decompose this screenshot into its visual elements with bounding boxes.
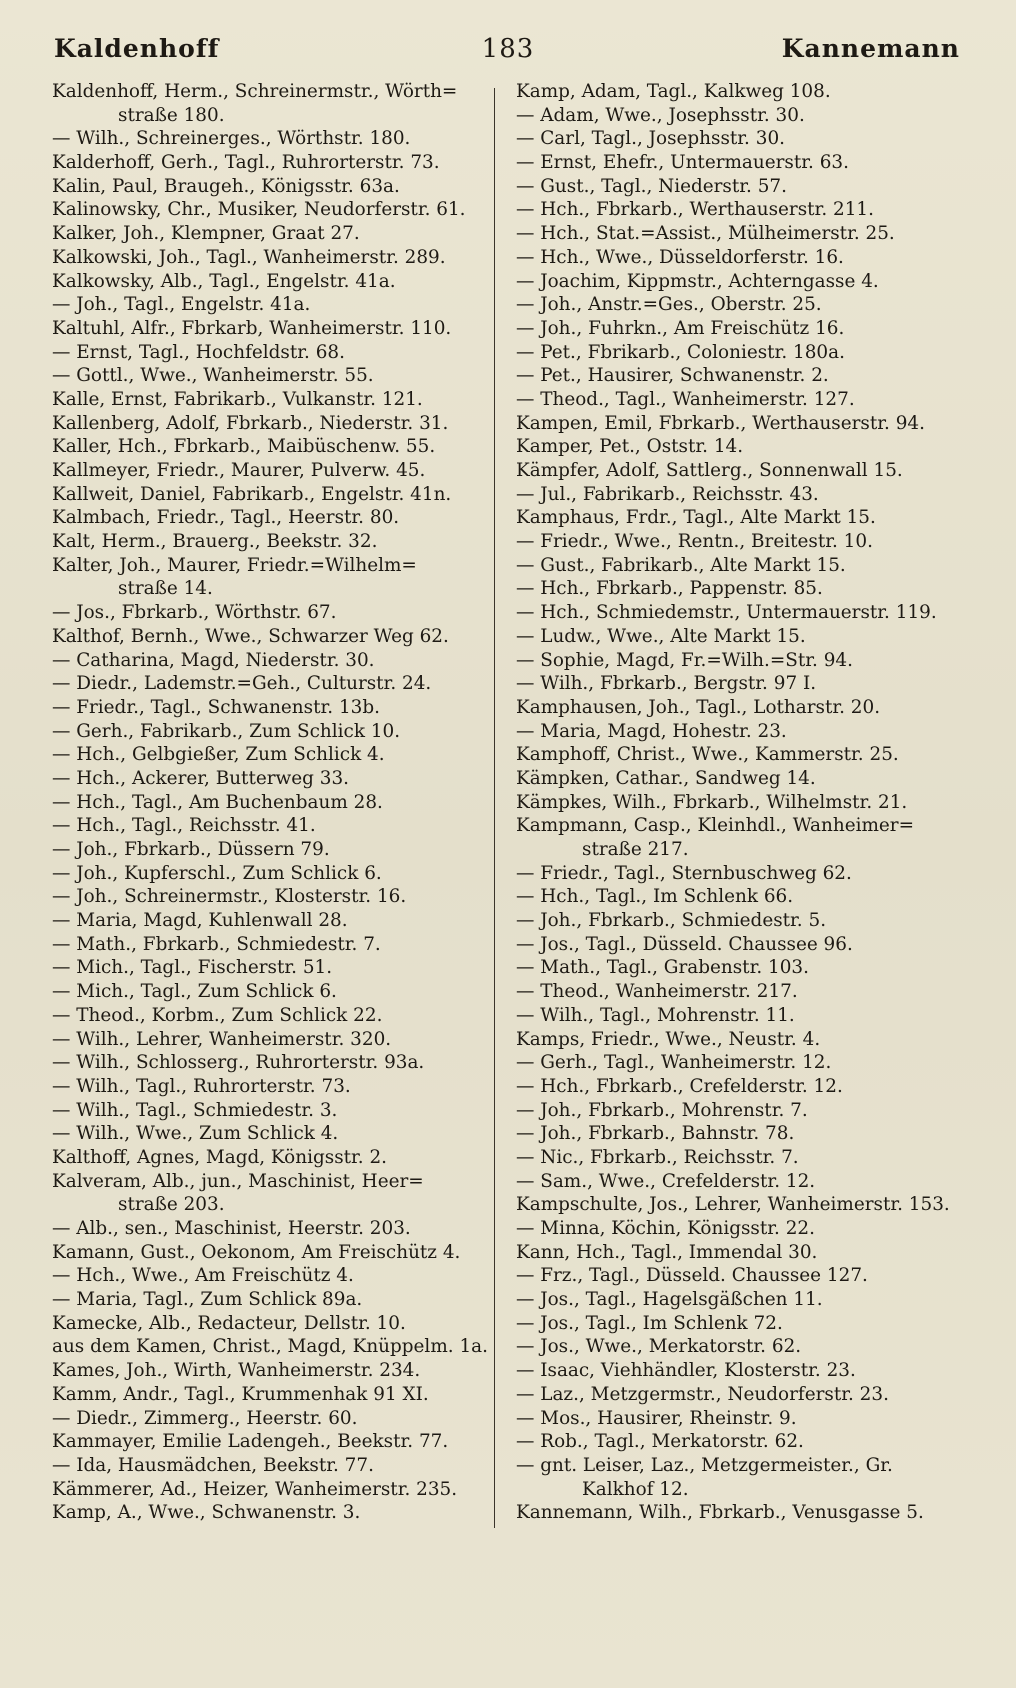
directory-entry: Kalle, Ernst, Fabrikarb., Vulkanstr. 121. (52, 388, 423, 410)
directory-entry: — Wilh., Tagl., Mohrenstr. 11. (516, 1004, 795, 1026)
directory-entry: Kamecke, Alb., Redacteur, Dellstr. 10. (52, 1312, 406, 1334)
directory-entry: Kämpken, Cathar., Sandweg 14. (516, 767, 816, 789)
header-right-keyword: Kannemann (781, 34, 960, 63)
directory-entry: Kalkowski, Joh., Tagl., Wanheimerstr. 289. (52, 246, 446, 268)
directory-entry: — Carl, Tagl., Josephsstr. 30. (516, 128, 785, 150)
directory-entry: — Hch., Schmiedemstr., Untermauerstr. 119. (516, 602, 937, 624)
directory-entry: — Hch., Fbrkarb., Werthauserstr. 211. (516, 199, 874, 221)
directory-entry: — Hch., Tagl., Am Buchenbaum 28. (52, 791, 383, 813)
directory-entry: Kamphaus, Frdr., Tagl., Alte Markt 15. (516, 507, 876, 529)
directory-entry: — Diedr., Zimmerg., Heerstr. 60. (52, 1407, 358, 1429)
directory-entry: — Ernst, Ehefr., Untermauerstr. 63. (516, 152, 849, 174)
directory-entry: Kalt, Herm., Brauerg., Beekstr. 32. (52, 531, 378, 553)
directory-entry: — Frz., Tagl., Düsseld. Chaussee 127. (516, 1265, 868, 1287)
directory-entry: — Isaac, Viehhändler, Klosterstr. 23. (516, 1360, 856, 1382)
directory-entry: Kamp, A., Wwe., Schwanenstr. 3. (52, 1502, 361, 1524)
directory-entry: — Maria, Tagl., Zum Schlick 89a. (52, 1289, 363, 1311)
directory-entry: — Wilh., Fbrkarb., Bergstr. 97 I. (516, 673, 817, 695)
directory-entry: Kamp, Adam, Tagl., Kalkweg 108. (516, 81, 831, 102)
directory-entry: Kalthof, Bernh., Wwe., Schwarzer Weg 62. (52, 625, 449, 647)
directory-entry: Kalinowsky, Chr., Musiker, Neudorferstr. 61. (52, 199, 466, 221)
directory-entry: — Jos., Tagl., Hagelsgäßchen 11. (516, 1289, 823, 1311)
directory-entry: — Theod., Tagl., Wanheimerstr. 127. (516, 388, 855, 410)
directory-entry: — Theod., Wanheimerstr. 217. (516, 981, 798, 1003)
directory-entry: Kallmeyer, Friedr., Maurer, Pulverw. 45. (52, 460, 426, 481)
directory-entry: — Joh., Fbrkarb., Mohrenstr. 7. (516, 1099, 808, 1121)
directory-entry: — Minna, Köchin, Königsstr. 22. (516, 1218, 815, 1239)
directory-entry: Kaldenhoff, Herm., Schreinermstr., Wörth= (52, 81, 458, 102)
directory-entry: — Joh., Schreinermstr., Klosterstr. 16. (52, 886, 407, 908)
directory-entry: — Hch., Ackerer, Butterweg 33. (52, 767, 350, 789)
directory-entry: Kammayer, Emilie Ladengeh., Beekstr. 77. (52, 1431, 449, 1453)
directory-entry: — Wilh., Lehrer, Wanheimerstr. 320. (52, 1028, 392, 1050)
directory-entry: — Sam., Wwe., Crefelderstr. 12. (516, 1170, 816, 1192)
directory-entry: Kaller, Hch., Fbrkarb., Maibüschenw. 55. (52, 436, 436, 458)
directory-entry: — Hch., Tagl., Reichsstr. 41. (52, 815, 316, 837)
directory-entry: — Mos., Hausirer, Rheinstr. 9. (516, 1407, 797, 1429)
directory-entry: — Pet., Hausirer, Schwanenstr. 2. (516, 365, 829, 387)
directory-entry: Kampen, Emil, Fbrkarb., Werthauserstr. 94. (516, 412, 925, 434)
directory-entry: — Math., Fbrkarb., Schmiedestr. 7. (52, 933, 381, 955)
directory-entry: — Joh., Fbrkarb., Bahnstr. 78. (516, 1123, 795, 1145)
directory-entry: — Joh., Fbrkarb., Düssern 79. (52, 839, 330, 860)
directory-entry: Kämpkes, Wilh., Fbrkarb., Wilhelmstr. 21. (516, 791, 908, 813)
directory-entry: Kalmbach, Friedr., Tagl., Heerstr. 80. (52, 507, 400, 529)
directory-entry: — Ida, Hausmädchen, Beekstr. 77. (52, 1454, 374, 1476)
directory-entry: Kamps, Friedr., Wwe., Neustr. 4. (516, 1028, 821, 1050)
directory-entry: — Catharina, Magd, Niederstr. 30. (52, 649, 375, 671)
directory-entry: — Jos., Tagl., Düsseld. Chaussee 96. (516, 933, 853, 955)
directory-entry: — Theod., Korbm., Zum Schlick 22. (52, 1004, 383, 1026)
directory-entry: — Joh., Fbrkarb., Schmiedestr. 5. (516, 910, 827, 932)
directory-entry: Kallweit, Daniel, Fabrikarb., Engelstr. 41n. (52, 483, 452, 505)
directory-entry: — Maria, Magd, Kuhlenwall 28. (52, 910, 348, 932)
directory-entry: — Joachim, Kippmstr., Achterngasse 4. (516, 270, 879, 292)
directory-entry: Kalkowsky, Alb., Tagl., Engelstr. 41a. (52, 270, 396, 292)
directory-entry: — Jos., Tagl., Im Schlenk 72. (516, 1312, 783, 1334)
right-column (516, 80, 968, 1525)
directory-entry: — Rob., Tagl., Merkatorstr. 62. (516, 1431, 804, 1453)
page-header (50, 34, 966, 70)
directory-entry: aus dem Kamen, Christ., Magd, Knüppelm. 1a. (52, 1336, 488, 1358)
directory-entry: Kames, Joh., Wirth, Wanheimerstr. 234. (52, 1360, 421, 1382)
directory-entry: Kallenberg, Adolf, Fbrkarb., Niederstr. 31. (52, 412, 449, 434)
directory-entry: Kämpfer, Adolf, Sattlerg., Sonnenwall 15. (516, 460, 903, 481)
directory-entry: — Mich., Tagl., Zum Schlick 6. (52, 981, 337, 1003)
directory-entry: Kalveram, Alb., jun., Maschinist, Heer= (52, 1170, 424, 1192)
directory-entry: Kamphoff, Christ., Wwe., Kammerstr. 25. (516, 744, 899, 766)
directory-entry: — Jul., Fabrikarb., Reichsstr. 43. (516, 483, 819, 505)
directory-entry: — Ludw., Wwe., Alte Markt 15. (516, 625, 806, 647)
entry-continuation: straße 217. (582, 839, 689, 860)
directory-entry: — Ernst, Tagl., Hochfeldstr. 68. (52, 341, 345, 363)
directory-entry: Kaltuhl, Alfr., Fbrkarb, Wanheimerstr. 110. (52, 317, 452, 339)
directory-entry: — Joh., Anstr.=Ges., Oberstr. 25. (516, 294, 822, 316)
directory-entry: — Laz., Metzgermstr., Neudorferstr. 23. (516, 1383, 889, 1405)
directory-entry: — Gust., Fabrikarb., Alte Markt 15. (516, 554, 846, 576)
left-column (52, 80, 492, 1525)
directory-entry: Kämmerer, Ad., Heizer, Wanheimerstr. 235. (52, 1478, 458, 1500)
directory-entry: Kamann, Gust., Oekonom, Am Freischütz 4. (52, 1241, 461, 1263)
directory-entry: — Nic., Fbrkarb., Reichsstr. 7. (516, 1146, 799, 1168)
directory-entry: Kalter, Joh., Maurer, Friedr.=Wilhelm= (52, 554, 417, 576)
directory-entry: — Wilh., Wwe., Zum Schlick 4. (52, 1123, 339, 1145)
directory-entry: — Friedr., Wwe., Rentn., Breitestr. 10. (516, 531, 873, 553)
directory-entry: Kalthoff, Agnes, Magd, Königsstr. 2. (52, 1146, 388, 1168)
directory-entry: — Hch., Wwe., Düsseldorferstr. 16. (516, 246, 844, 268)
directory-entry: Kalin, Paul, Braugeh., Königsstr. 63a. (52, 175, 400, 197)
entry-continuation: straße 14. (118, 578, 213, 600)
directory-entry: — Diedr., Lademstr.=Geh., Culturstr. 24. (52, 673, 432, 695)
directory-entry: — Maria, Magd, Hohestr. 23. (516, 720, 787, 742)
header-left-keyword: Kaldenhoff (54, 34, 220, 63)
directory-entry: Kannemann, Wilh., Fbrkarb., Venusgasse 5. (516, 1502, 924, 1524)
directory-entry: — Joh., Kupferschl., Zum Schlick 6. (52, 862, 382, 884)
directory-entry: — Hch., Wwe., Am Freischütz 4. (52, 1265, 354, 1287)
directory-entry: — Gust., Tagl., Niederstr. 57. (516, 175, 787, 197)
directory-entry: — Hch., Fbrkarb., Pappenstr. 85. (516, 578, 823, 600)
page-number: 183 (481, 34, 535, 64)
directory-entry: — Hch., Fbrkarb., Crefelderstr. 12. (516, 1075, 843, 1097)
directory-entry: — Pet., Fbrikarb., Coloniestr. 180a. (516, 341, 845, 363)
directory-entry: — Wilh., Tagl., Ruhrorterstr. 73. (52, 1075, 351, 1097)
directory-entry: Kampmann, Casp., Kleinhdl., Wanheimer= (516, 815, 914, 837)
entry-continuation: Kalkhof 12. (582, 1478, 689, 1500)
directory-entry: — gnt. Leiser, Laz., Metzgermeister., Gr. (516, 1454, 893, 1476)
entry-continuation: straße 180. (118, 104, 225, 126)
directory-entry: Kalker, Joh., Klempner, Graat 27. (52, 223, 360, 245)
directory-entry: — Jos., Fbrkarb., Wörthstr. 67. (52, 602, 337, 624)
directory-entry: Kalderhoff, Gerh., Tagl., Ruhrorterstr. 73. (52, 152, 440, 174)
directory-entry: Kampschulte, Jos., Lehrer, Wanheimerstr. 153. (516, 1194, 950, 1216)
directory-entry: — Hch., Gelbgießer, Zum Schlick 4. (52, 744, 385, 766)
directory-entry: — Gerh., Fabrikarb., Zum Schlick 10. (52, 720, 401, 742)
directory-entry: — Gottl., Wwe., Wanheimerstr. 55. (52, 365, 374, 387)
column-divider (494, 88, 495, 1528)
entry-continuation: straße 203. (118, 1194, 225, 1216)
directory-entry: — Friedr., Tagl., Schwanenstr. 13b. (52, 696, 380, 718)
directory-entry: — Sophie, Magd, Fr.=Wilh.=Str. 94. (516, 649, 853, 671)
directory-entry: — Hch., Tagl., Im Schlenk 66. (516, 886, 794, 908)
directory-entry: — Wilh., Tagl., Schmiedestr. 3. (52, 1099, 338, 1121)
directory-entry: — Jos., Wwe., Merkatorstr. 62. (516, 1336, 802, 1358)
directory-entry: — Wilh., Schreinerges., Wörthstr. 180. (52, 128, 411, 150)
directory-entry: Kamper, Pet., Oststr. 14. (516, 436, 744, 458)
directory-entry: Kamphausen, Joh., Tagl., Lotharstr. 20. (516, 696, 881, 718)
directory-entry: — Joh., Fuhrkn., Am Freischütz 16. (516, 317, 845, 339)
directory-entry: — Math., Tagl., Grabenstr. 103. (516, 957, 809, 979)
directory-entry: — Adam, Wwe., Josephsstr. 30. (516, 104, 805, 126)
directory-entry: Kamm, Andr., Tagl., Krummenhak 91 XI. (52, 1383, 429, 1405)
directory-entry: — Alb., sen., Maschinist, Heerstr. 203. (52, 1218, 411, 1239)
directory-entry: — Hch., Stat.=Assist., Mülheimerstr. 25. (516, 223, 895, 245)
directory-entry: — Mich., Tagl., Fischerstr. 51. (52, 957, 333, 979)
directory-entry: — Gerh., Tagl., Wanheimerstr. 12. (516, 1052, 832, 1074)
directory-entry: — Wilh., Schlosserg., Ruhrorterstr. 93a. (52, 1052, 425, 1074)
directory-entry: — Joh., Tagl., Engelstr. 41a. (52, 294, 311, 316)
directory-entry: — Friedr., Tagl., Sternbuschweg 62. (516, 862, 852, 884)
directory-entry: Kann, Hch., Tagl., Immendal 30. (516, 1241, 818, 1263)
